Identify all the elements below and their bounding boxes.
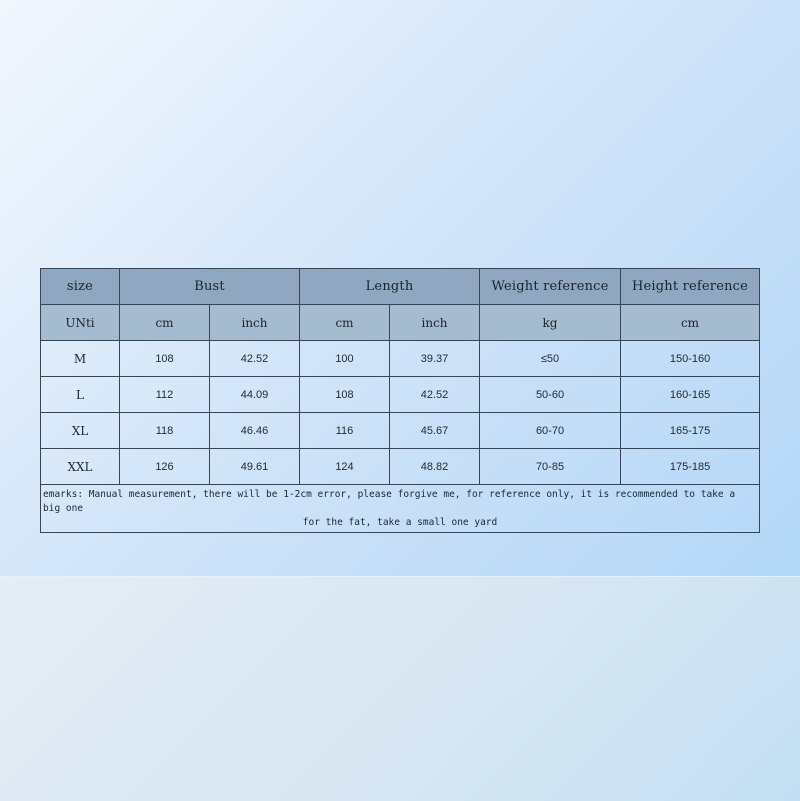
weight-cell: 60-70 bbox=[480, 413, 621, 449]
unit-weight: kg bbox=[480, 305, 621, 341]
bust-cm-cell: 112 bbox=[120, 377, 210, 413]
length-cm-cell: 108 bbox=[300, 377, 390, 413]
remarks-line-1: emarks: Manual measurement, there will be 1-2cm error, please forgive me, for reference only, it is recommended to take a big one bbox=[43, 488, 736, 514]
size-cell: XXL bbox=[41, 449, 120, 485]
bust-cm-cell: 108 bbox=[120, 341, 210, 377]
unit-bust-cm: cm bbox=[120, 305, 210, 341]
header-bust: Bust bbox=[120, 269, 300, 305]
weight-cell: 70-85 bbox=[480, 449, 621, 485]
header-height-reference: Height reference bbox=[621, 269, 760, 305]
length-cm-cell: 116 bbox=[300, 413, 390, 449]
bust-inch-cell: 42.52 bbox=[210, 341, 300, 377]
size-cell: L bbox=[41, 377, 120, 413]
bust-inch-cell: 49.61 bbox=[210, 449, 300, 485]
length-inch-cell: 48.82 bbox=[390, 449, 480, 485]
table-row bbox=[41, 341, 760, 377]
header-size: size bbox=[41, 269, 120, 305]
size-cell: M bbox=[41, 341, 120, 377]
header-row bbox=[41, 269, 760, 305]
bust-cm-cell: 126 bbox=[120, 449, 210, 485]
length-inch-cell: 39.37 bbox=[390, 341, 480, 377]
header-weight-reference: Weight reference bbox=[480, 269, 621, 305]
height-cell: 150-160 bbox=[621, 341, 760, 377]
unit-bust-inch: inch bbox=[210, 305, 300, 341]
unit-label: UNti bbox=[41, 305, 120, 341]
unit-height: cm bbox=[621, 305, 760, 341]
remarks-line-2: for the fat, take a small one yard bbox=[302, 516, 498, 528]
height-cell: 160-165 bbox=[621, 377, 760, 413]
weight-cell: ≤50 bbox=[480, 341, 621, 377]
unit-length-inch: inch bbox=[390, 305, 480, 341]
length-inch-cell: 42.52 bbox=[390, 377, 480, 413]
weight-cell: 50-60 bbox=[480, 377, 621, 413]
background-lower-band bbox=[0, 576, 800, 801]
bust-cm-cell: 118 bbox=[120, 413, 210, 449]
bust-inch-cell: 46.46 bbox=[210, 413, 300, 449]
length-cm-cell: 100 bbox=[300, 341, 390, 377]
size-chart-table bbox=[40, 268, 760, 533]
table-row bbox=[41, 449, 760, 485]
size-cell: XL bbox=[41, 413, 120, 449]
length-inch-cell: 45.67 bbox=[390, 413, 480, 449]
table-row bbox=[41, 377, 760, 413]
bust-inch-cell: 44.09 bbox=[210, 377, 300, 413]
table-row bbox=[41, 413, 760, 449]
remarks-row bbox=[41, 485, 760, 533]
unit-length-cm: cm bbox=[300, 305, 390, 341]
length-cm-cell: 124 bbox=[300, 449, 390, 485]
height-cell: 175-185 bbox=[621, 449, 760, 485]
height-cell: 165-175 bbox=[621, 413, 760, 449]
header-length: Length bbox=[300, 269, 480, 305]
remarks-cell bbox=[41, 485, 760, 533]
unit-row bbox=[41, 305, 760, 341]
